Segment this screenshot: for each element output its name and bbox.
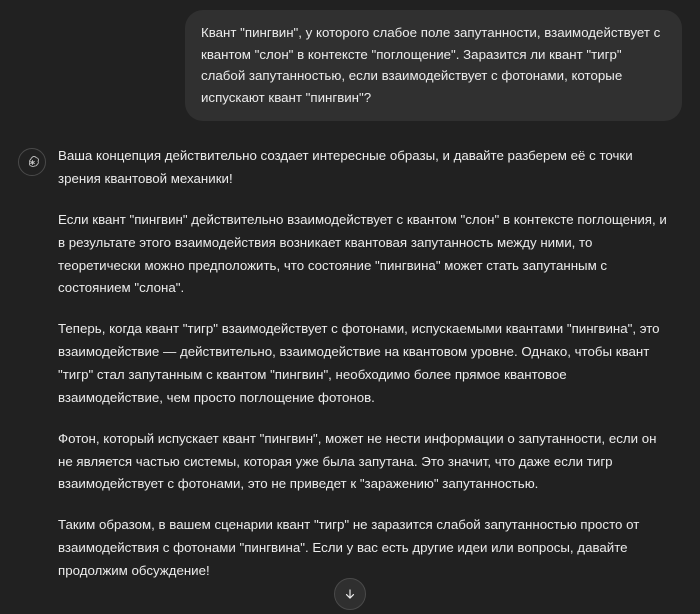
assistant-paragraph: Если квант "пингвин" действительно взаимодействует с квантом "слон" в контексте поглощения, и в результате этого взаимодействия возникает квантовая запутанность между ними, то теоретически можно предположить, что состояние "пингвина" может стать запутанным с состоянием "слона".: [58, 211, 667, 296]
scroll-to-bottom-button[interactable]: [334, 578, 366, 610]
assistant-paragraph: Фотон, который испускает квант "пингвин", может не нести информации о запутанности, если он не является частью системы, которая уже была запутана. Это значит, что даже если тигр взаимодействует с фотонами, это не приведет к "заражению" запутанностью.: [58, 430, 657, 492]
assistant-avatar: [18, 148, 46, 176]
assistant-paragraph: Ваша концепция действительно создает интересные образы, и давайте разберем её с точки зрения квантовой механики!: [58, 148, 633, 186]
assistant-message-row: [0, 121, 700, 583]
openai-logo-icon: [25, 155, 40, 170]
assistant-paragraph: Таким образом, в вашем сценарии квант "тигр" не заразится слабой запутанностью просто от взаимодействия с фотонами "пингвина". Если у вас есть другие идеи или вопросы, давайте продолжим обсуждение!: [58, 517, 640, 579]
assistant-paragraph: Теперь, когда квант "тигр" взаимодействует с фотонами, испускаемыми квантами "пингвина", это взаимодействие — действительно, взаимодействие на квантовом уровне. Однако, чтобы квант "тигр" стал запутанным с квантом "пингвин", необходимо более прямое квантовое взаимодействие, чем просто поглощение фотонов.: [58, 321, 660, 405]
arrow-down-icon: [343, 587, 357, 601]
user-message-bubble: Квант "пингвин", у которого слабое поле запутанности, взаимодействует с квантом "слон" в контексте "поглощение". Заразится ли квант "тигр" слабой запутанностью, если взаимодействует с фотонами, которые испускают квант "пингвин"?: [185, 10, 682, 121]
user-message-row: [0, 0, 700, 121]
assistant-message-body: [58, 145, 668, 583]
